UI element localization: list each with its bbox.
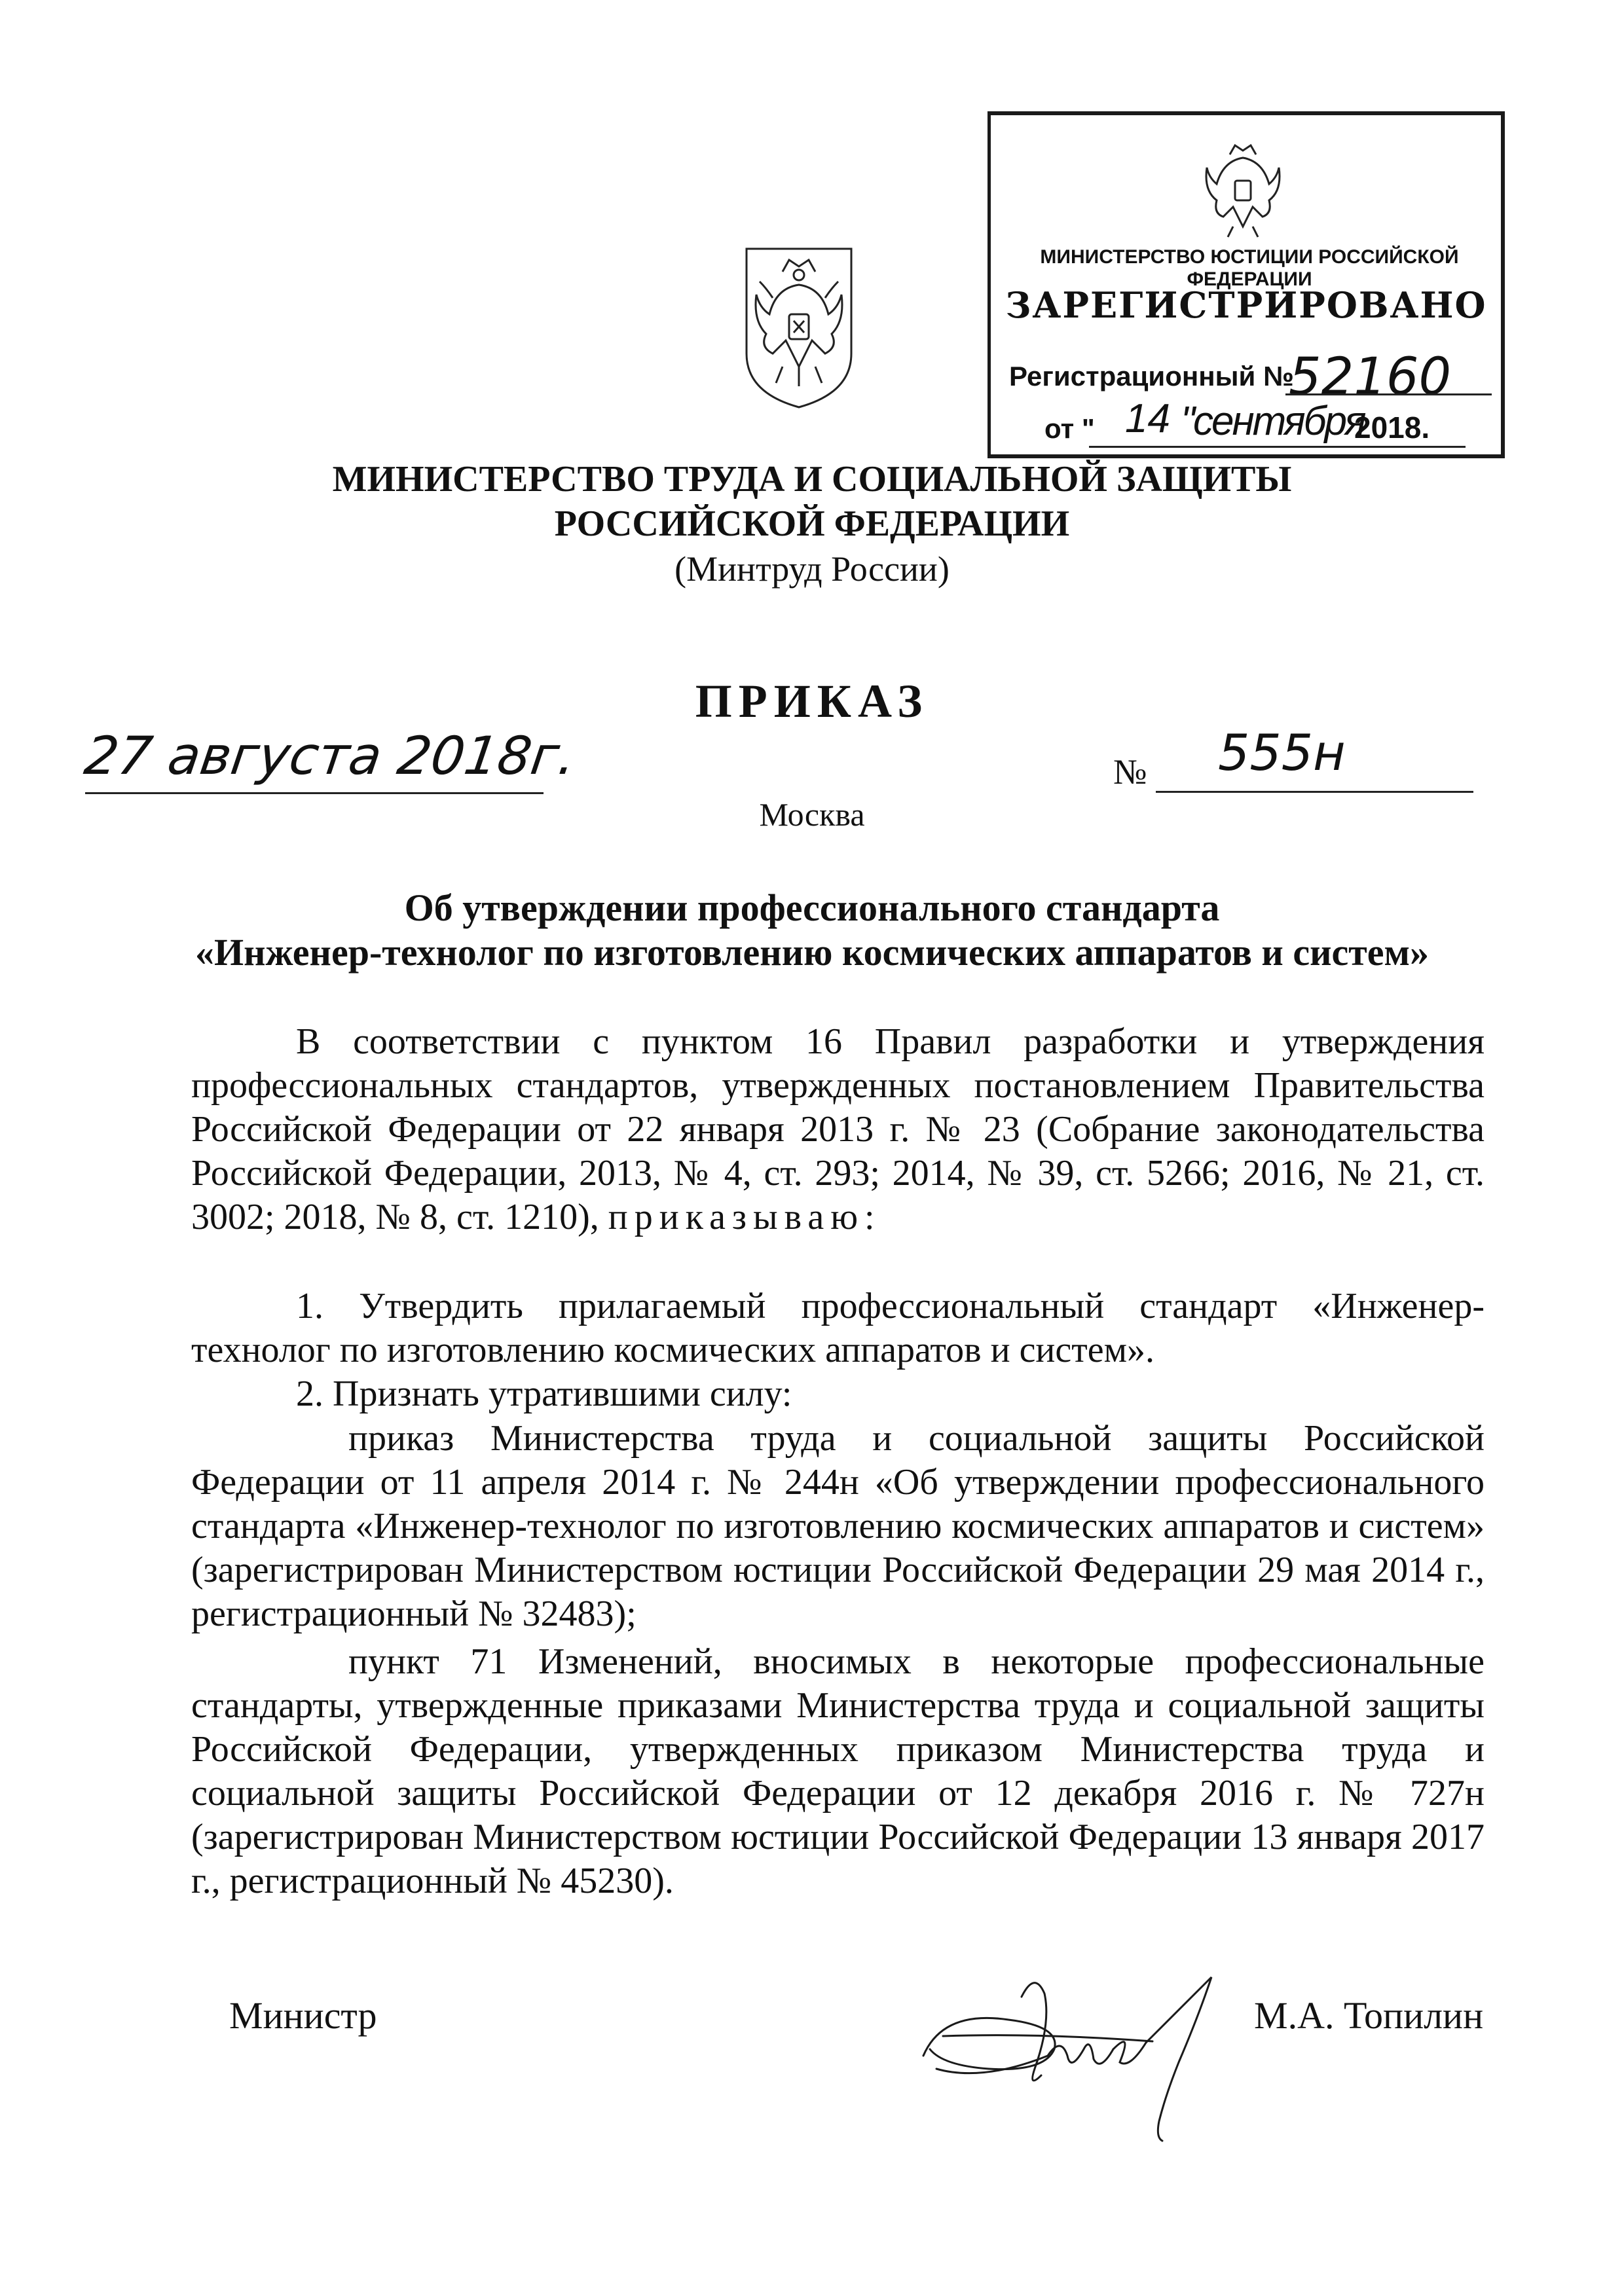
stamp-date-year: 2018. [1354, 410, 1430, 445]
signatory-name: М.А. Топилин [1254, 1994, 1484, 2037]
order-number-label: № [1113, 752, 1147, 792]
registration-stamp [987, 111, 1505, 458]
order-number: 555н [1218, 723, 1346, 782]
stamp-reg-number-label: Регистрационный № [1009, 361, 1294, 392]
paragraph-item-1: 1. Утвердить прилагаемый профессиональный стандарт «Инженер-технолог по изготовлению космических аппаратов и систем». [191, 1286, 1485, 1370]
paragraph-repeal-2: пункт 71 Изменений, вносимых в некоторые профессиональные стандарты, утвержденные приказами Министерства труда и социальной защиты Российской Федерации, утвержденных приказом Министерства труда и социальной защиты Российской Федерации от 12 декабря 2016 г. № 727н (зарегистрирован Министерством юстиции Российской Федерации 13 января 2017 г., регистрационный № 45230). [191, 1641, 1485, 1901]
ministry-short-name: (Минтруд России) [674, 549, 950, 589]
stamp-reg-number-line [1285, 393, 1492, 395]
order-number-line [1156, 791, 1473, 793]
signatory-title: Министр [229, 1994, 377, 2037]
stamp-status: ЗАРЕГИСТРИРОВАНО [1005, 284, 1487, 326]
stamp-date-line [1089, 446, 1466, 448]
paragraph-repeal-1: приказ Министерства труда и социальной защиты Российской Федерации от 11 апреля 2014 г. № 244н «Об утверждении профессионального стандарта «Инженер-технолог по изготовлению космических аппаратов и систем» (зарегистрирован Министерством юстиции Российской Федерации 29 мая 2014 г., регистрационный № 32483); [191, 1418, 1485, 1634]
document-type: ПРИКАЗ [695, 675, 929, 727]
document-title-line2: «Инженер-технолог по изготовлению космических аппаратов и систем» [194, 931, 1429, 974]
paragraph-preamble [191, 1020, 1485, 1239]
order-verb: приказываю: [608, 1197, 881, 1237]
paragraph-item-2: 2. Признать утратившими силу: [296, 1374, 792, 1414]
paragraph-preamble-text: В соответствии с пунктом 16 Правил разработки и утверждения профессиональных стандартов, утвержденных постановлением Правительства Российской Федерации от 22 января 2013 г. № 23 (Собрание законодательства Российской Федерации, 2013, № 4, ст. 293; 2014, № 39, ст. 5266; 2016, № 21, ст. 3002; 2018, № 8, ст. 1210), [191, 1021, 1485, 1237]
order-date-line [85, 792, 544, 794]
stamp-date-prefix: от " [1044, 413, 1095, 444]
stamp-coat-of-arms-icon [1197, 135, 1289, 240]
stamp-date-day: 14 [1125, 396, 1170, 441]
coat-of-arms-icon [720, 236, 877, 412]
stamp-date-month: "сентября [1181, 399, 1365, 444]
stamp-reg-number: 52160 [1289, 348, 1452, 407]
ministry-name-line2: РОССИЙСКОЙ ФЕДЕРАЦИИ [554, 503, 1070, 544]
stamp-ministry: МИНИСТЕРСТВО ЮСТИЦИИ РОССИЙСКОЙ ФЕДЕРАЦИИ [1040, 246, 1459, 290]
ministry-name-line1: МИНИСТЕРСТВО ТРУДА И СОЦИАЛЬНОЙ ЗАЩИТЫ [332, 459, 1292, 500]
order-date: 27 августа 2018г. [81, 725, 580, 786]
handwritten-signature [904, 1958, 1244, 2147]
order-city: Москва [759, 796, 865, 833]
document-title-line1: Об утверждении профессионального стандарта [404, 886, 1220, 929]
